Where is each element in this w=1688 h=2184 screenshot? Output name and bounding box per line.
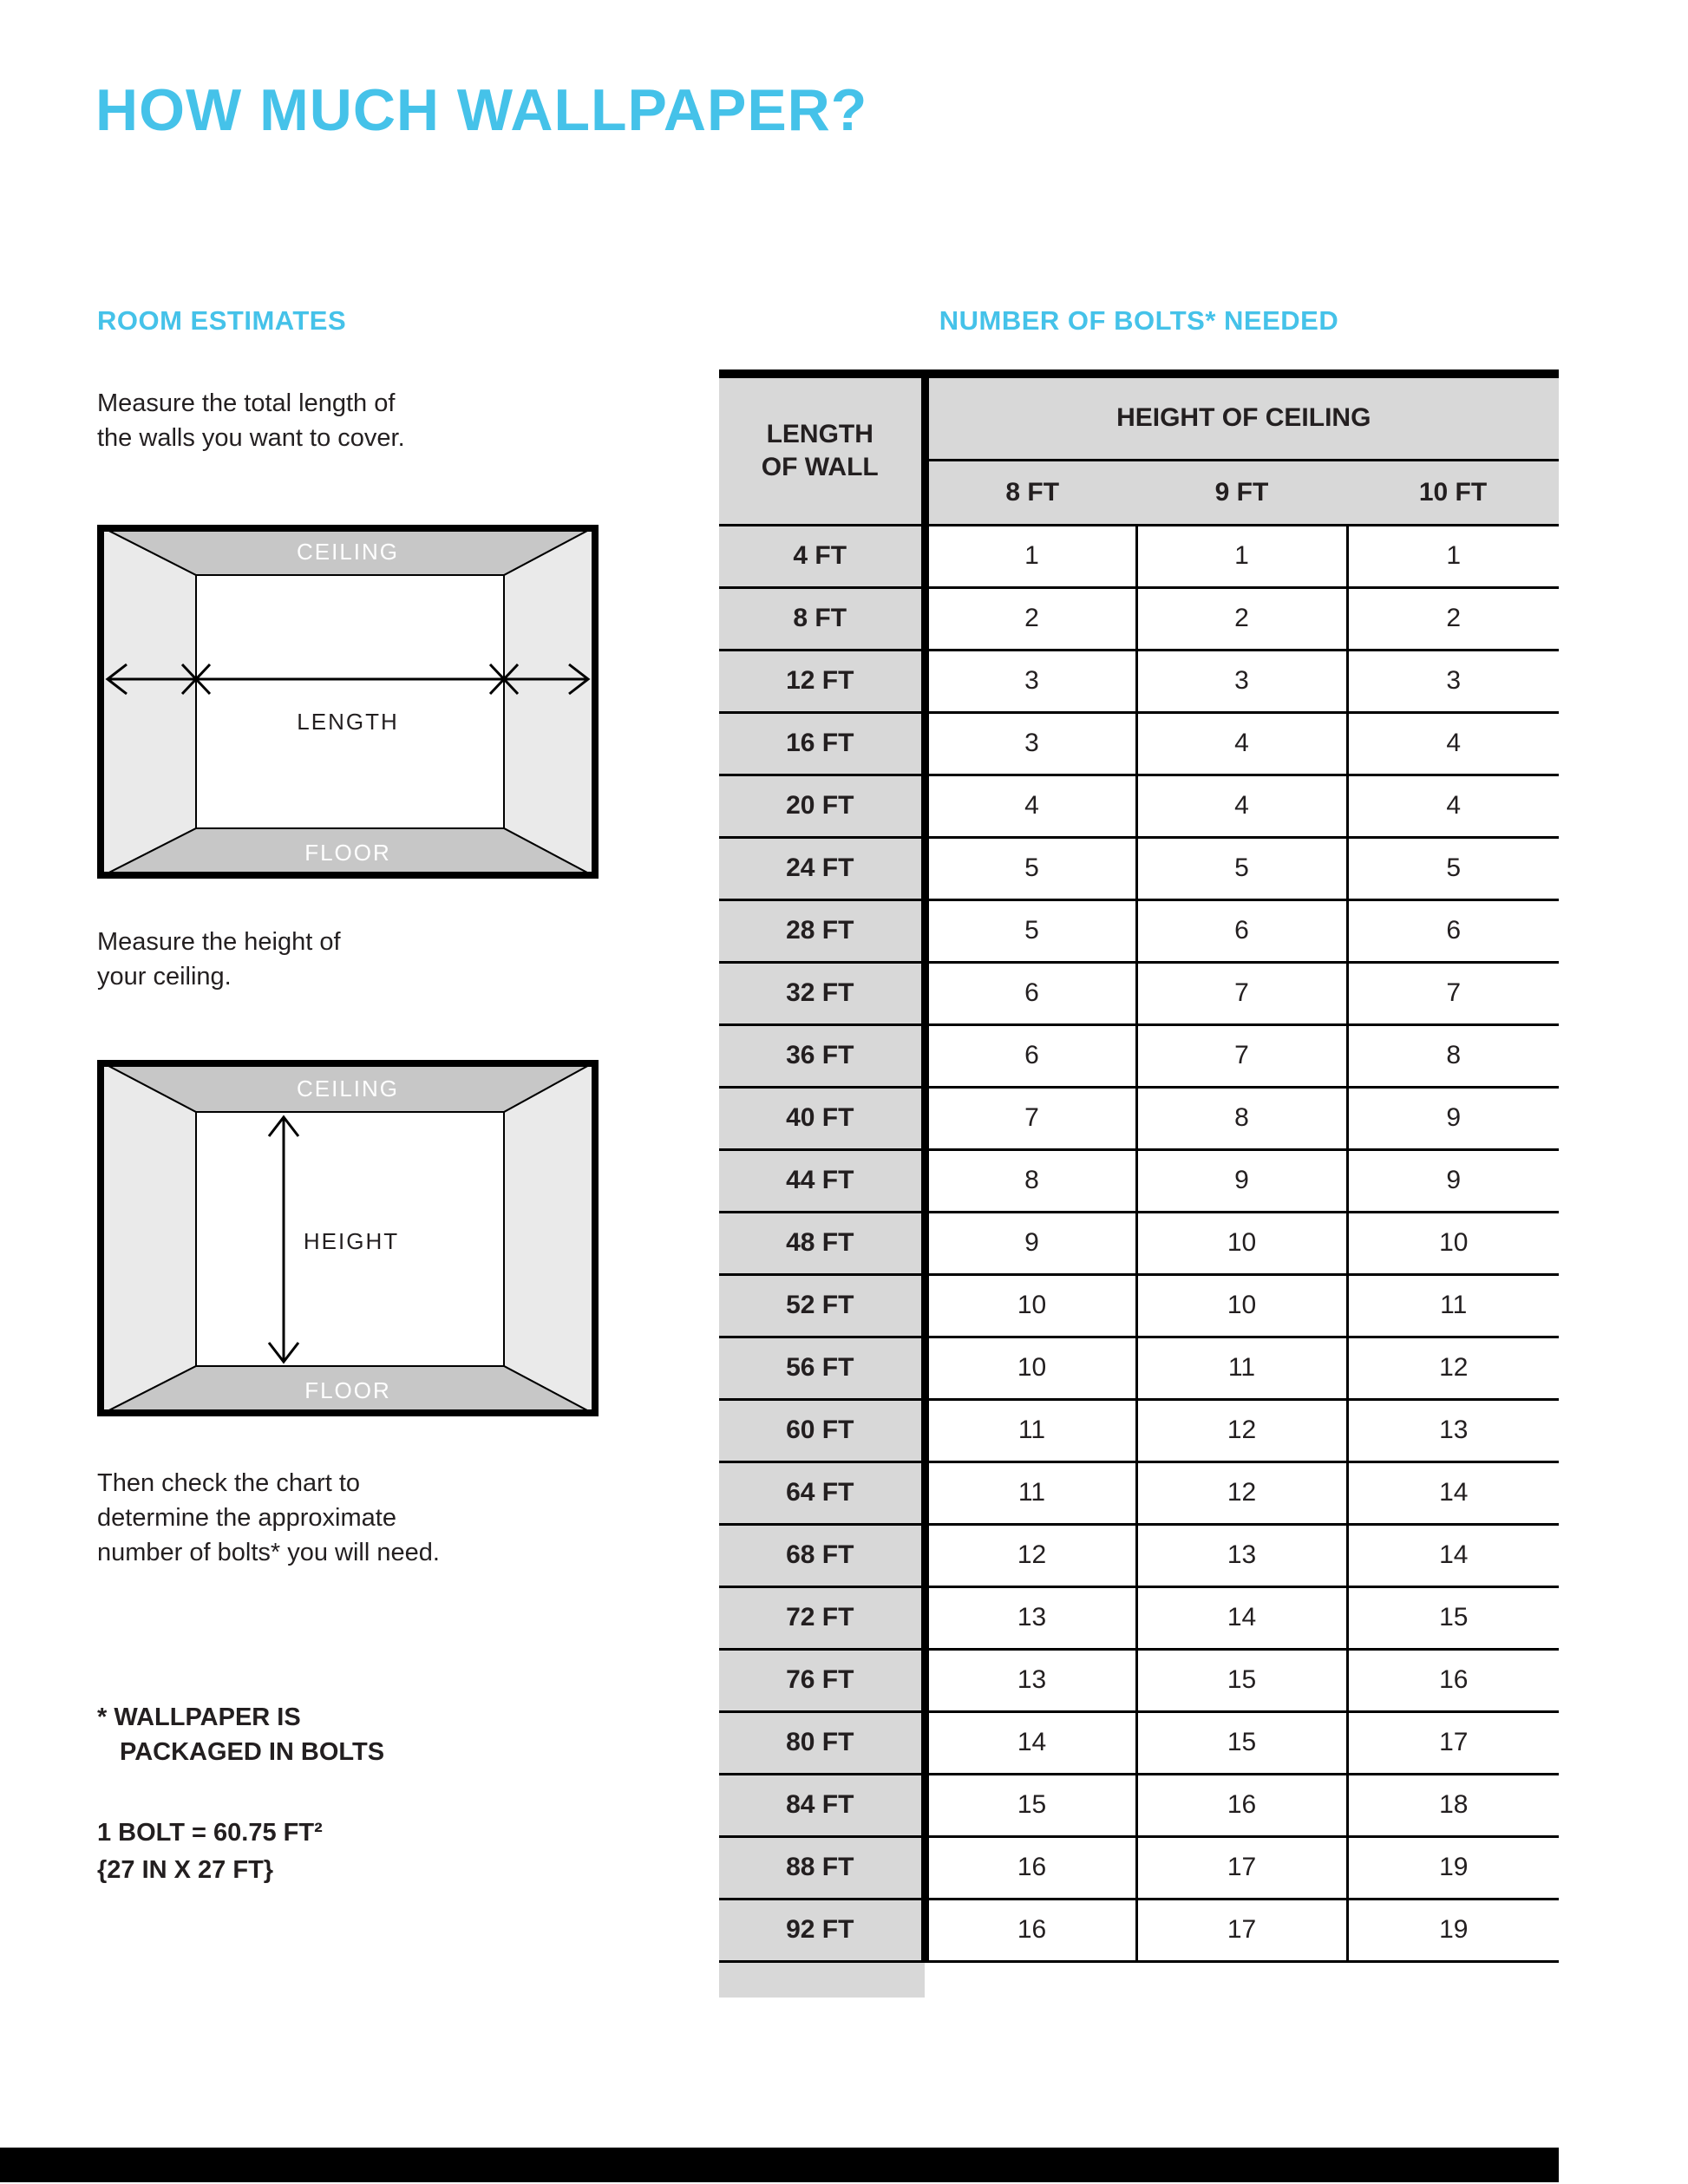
wall-length-cell: 84 FT	[719, 1774, 925, 1836]
bolt-count-cell: 3	[1136, 650, 1347, 712]
bolt-count-cell: 9	[1136, 1149, 1347, 1212]
bolt-count-cell: 5	[1347, 837, 1559, 899]
wall-length-cell: 44 FT	[719, 1149, 925, 1212]
bolt-count-cell: 17	[1136, 1899, 1347, 1961]
floor-label: FLOOR	[304, 1377, 391, 1403]
table-row	[719, 525, 1559, 587]
bolt-count-cell: 12	[1136, 1461, 1347, 1524]
footnote-line2: PACKAGED IN BOLTS	[120, 1738, 385, 1766]
step1-text	[97, 386, 405, 455]
ceiling-label: CEILING	[296, 539, 400, 565]
table-row	[719, 1711, 1559, 1774]
bolts-needed-heading: NUMBER OF BOLTS* NEEDED	[939, 305, 1339, 336]
step3-line3: number of bolts* you will need.	[97, 1539, 440, 1566]
bolt-count-cell: 19	[1347, 1899, 1559, 1961]
left-wall	[97, 525, 196, 879]
page-title: HOW MUCH WALLPAPER?	[95, 77, 868, 143]
bolt-count-cell: 8	[925, 1149, 1136, 1212]
bolt-count-cell: 3	[1347, 650, 1559, 712]
bolt-count-cell: 18	[1347, 1774, 1559, 1836]
wall-length-cell: 4 FT	[719, 525, 925, 587]
bolt-count-cell: 14	[1347, 1524, 1559, 1586]
table-row	[719, 962, 1559, 1024]
ceiling-label: CEILING	[296, 1076, 400, 1102]
bolt-count-cell: 12	[1347, 1337, 1559, 1399]
bolt-count-cell: 14	[1136, 1586, 1347, 1649]
wall-length-cell: 28 FT	[719, 899, 925, 962]
bolt-count-cell: 15	[925, 1774, 1136, 1836]
bolt-count-cell: 11	[925, 1461, 1136, 1524]
table-row	[719, 650, 1559, 712]
bolt-count-cell: 17	[1136, 1836, 1347, 1899]
bolt-count-cell: 1	[1347, 525, 1559, 587]
bolt-count-cell: 13	[1136, 1524, 1347, 1586]
step1-line2: the walls you want to cover.	[97, 424, 405, 452]
bolt-count-cell: 16	[925, 1899, 1136, 1961]
table-row	[719, 1087, 1559, 1149]
bolt-count-cell: 1	[1136, 525, 1347, 587]
bolt-count-cell: 5	[1136, 837, 1347, 899]
table-header-row-1	[719, 374, 1559, 460]
wall-length-cell: 24 FT	[719, 837, 925, 899]
bolt-count-cell: 9	[1347, 1149, 1559, 1212]
wall-length-cell: 8 FT	[719, 587, 925, 650]
bolt-count-cell: 14	[925, 1711, 1136, 1774]
bolt-count-cell: 16	[1136, 1774, 1347, 1836]
bolts-table	[719, 369, 1559, 1963]
bolt-count-cell: 10	[925, 1274, 1136, 1337]
bolt-count-cell: 11	[925, 1399, 1136, 1461]
table-row	[719, 1212, 1559, 1274]
bolt-count-cell: 3	[925, 712, 1136, 775]
floor-label: FLOOR	[304, 840, 391, 866]
ceiling-height-diagram	[97, 1060, 599, 1416]
room-length-diagram	[97, 525, 599, 879]
wall-length-cell: 92 FT	[719, 1899, 925, 1961]
bolt-count-cell: 2	[1347, 587, 1559, 650]
wall-length-cell: 12 FT	[719, 650, 925, 712]
table-footer-stub	[719, 1963, 925, 1998]
wall-length-cell: 80 FT	[719, 1711, 925, 1774]
table-row	[719, 1274, 1559, 1337]
bolt-count-cell: 6	[925, 962, 1136, 1024]
bolt-count-cell: 8	[1136, 1087, 1347, 1149]
bolt-count-cell: 7	[1136, 962, 1347, 1024]
bolt-count-cell: 13	[1347, 1399, 1559, 1461]
table-row	[719, 1149, 1559, 1212]
bolt-count-cell: 9	[1347, 1087, 1559, 1149]
bolt-count-cell: 17	[1347, 1711, 1559, 1774]
step1-line1: Measure the total length of	[97, 389, 396, 417]
bolt-count-cell: 6	[1136, 899, 1347, 962]
bolt-count-cell: 19	[1347, 1836, 1559, 1899]
col-header-10ft: 10 FT	[1347, 460, 1559, 525]
step3-text	[97, 1466, 440, 1570]
bolt-count-cell: 13	[925, 1586, 1136, 1649]
bolt-count-cell: 2	[1136, 587, 1347, 650]
wall-length-cell: 56 FT	[719, 1337, 925, 1399]
back-wall	[196, 575, 504, 828]
step3-line2: determine the approximate	[97, 1504, 396, 1532]
bolt-count-cell: 2	[925, 587, 1136, 650]
step3-line1: Then check the chart to	[97, 1469, 361, 1497]
table-row	[719, 1461, 1559, 1524]
wall-length-cell: 20 FT	[719, 775, 925, 837]
wall-length-cell: 64 FT	[719, 1461, 925, 1524]
corner-header	[719, 374, 925, 525]
bolt-count-cell: 7	[1136, 1024, 1347, 1087]
bolt-count-cell: 11	[1136, 1337, 1347, 1399]
wall-length-cell: 76 FT	[719, 1649, 925, 1711]
table-row	[719, 1899, 1559, 1961]
wall-length-cell: 32 FT	[719, 962, 925, 1024]
bolt-count-cell: 15	[1136, 1649, 1347, 1711]
bolt-count-cell: 12	[925, 1524, 1136, 1586]
wall-length-cell: 68 FT	[719, 1524, 925, 1586]
bolt-count-cell: 10	[1136, 1212, 1347, 1274]
bolt-count-cell: 4	[1136, 712, 1347, 775]
length-label: LENGTH	[297, 709, 399, 735]
bolt-count-cell: 10	[1136, 1274, 1347, 1337]
bolt-count-cell: 16	[925, 1836, 1136, 1899]
right-wall	[504, 1060, 599, 1416]
bolt-size-line1: 1 BOLT = 60.75 FT²	[97, 1819, 323, 1847]
bolt-count-cell: 4	[925, 775, 1136, 837]
right-wall	[504, 525, 599, 879]
wall-length-cell: 16 FT	[719, 712, 925, 775]
bolt-count-cell: 1	[925, 525, 1136, 587]
table-row	[719, 775, 1559, 837]
wall-length-cell: 40 FT	[719, 1087, 925, 1149]
bolt-count-cell: 15	[1347, 1586, 1559, 1649]
table-row	[719, 1524, 1559, 1586]
step2-line1: Measure the height of	[97, 928, 341, 956]
footnote-line1: * WALLPAPER IS	[97, 1703, 301, 1731]
bolt-count-cell: 13	[925, 1649, 1136, 1711]
bolt-size-note	[97, 1815, 323, 1889]
step2-line2: your ceiling.	[97, 963, 232, 991]
corner-header-line2: OF WALL	[761, 452, 879, 481]
room-estimates-heading: ROOM ESTIMATES	[97, 305, 347, 336]
wall-length-cell: 60 FT	[719, 1399, 925, 1461]
bolt-count-cell: 11	[1347, 1274, 1559, 1337]
left-wall	[97, 1060, 196, 1416]
bolt-count-cell: 9	[925, 1212, 1136, 1274]
table-row	[719, 1774, 1559, 1836]
bolt-count-cell: 7	[925, 1087, 1136, 1149]
bolt-count-cell: 3	[925, 650, 1136, 712]
wall-length-cell: 88 FT	[719, 1836, 925, 1899]
bolt-count-cell: 6	[1347, 899, 1559, 962]
bolt-count-cell: 7	[1347, 962, 1559, 1024]
table-row	[719, 837, 1559, 899]
table-row	[719, 1024, 1559, 1087]
bolt-count-cell: 14	[1347, 1461, 1559, 1524]
bolt-count-cell: 10	[1347, 1212, 1559, 1274]
bolt-size-line2: {27 IN X 27 FT}	[97, 1856, 274, 1884]
bolt-count-cell: 4	[1347, 712, 1559, 775]
bolts-footnote	[97, 1700, 384, 1769]
bolt-count-cell: 12	[1136, 1399, 1347, 1461]
wall-length-cell: 36 FT	[719, 1024, 925, 1087]
col-header-8ft: 8 FT	[925, 460, 1136, 525]
wall-length-cell: 52 FT	[719, 1274, 925, 1337]
bolt-count-cell: 5	[925, 899, 1136, 962]
bolt-count-cell: 15	[1136, 1711, 1347, 1774]
bolt-count-cell: 4	[1136, 775, 1347, 837]
bolt-count-cell: 5	[925, 837, 1136, 899]
col-header-9ft: 9 FT	[1136, 460, 1347, 525]
table-row	[719, 587, 1559, 650]
bolts-table-body	[719, 374, 1559, 1961]
bolt-count-cell: 10	[925, 1337, 1136, 1399]
wall-length-cell: 48 FT	[719, 1212, 925, 1274]
table-row	[719, 1337, 1559, 1399]
bolts-table-container	[719, 369, 1559, 1998]
table-row	[719, 712, 1559, 775]
table-row	[719, 1836, 1559, 1899]
table-row	[719, 1399, 1559, 1461]
step2-text	[97, 925, 341, 994]
bolt-count-cell: 6	[925, 1024, 1136, 1087]
bolt-count-cell: 16	[1347, 1649, 1559, 1711]
table-row	[719, 899, 1559, 962]
height-of-ceiling-header: HEIGHT OF CEILING	[925, 374, 1559, 460]
height-label: HEIGHT	[303, 1228, 400, 1254]
page-bottom-bar	[0, 2148, 1559, 2182]
bolt-count-cell: 4	[1347, 775, 1559, 837]
table-row	[719, 1649, 1559, 1711]
wall-length-cell: 72 FT	[719, 1586, 925, 1649]
table-row	[719, 1586, 1559, 1649]
bolt-count-cell: 8	[1347, 1024, 1559, 1087]
corner-header-line1: LENGTH	[766, 419, 873, 448]
